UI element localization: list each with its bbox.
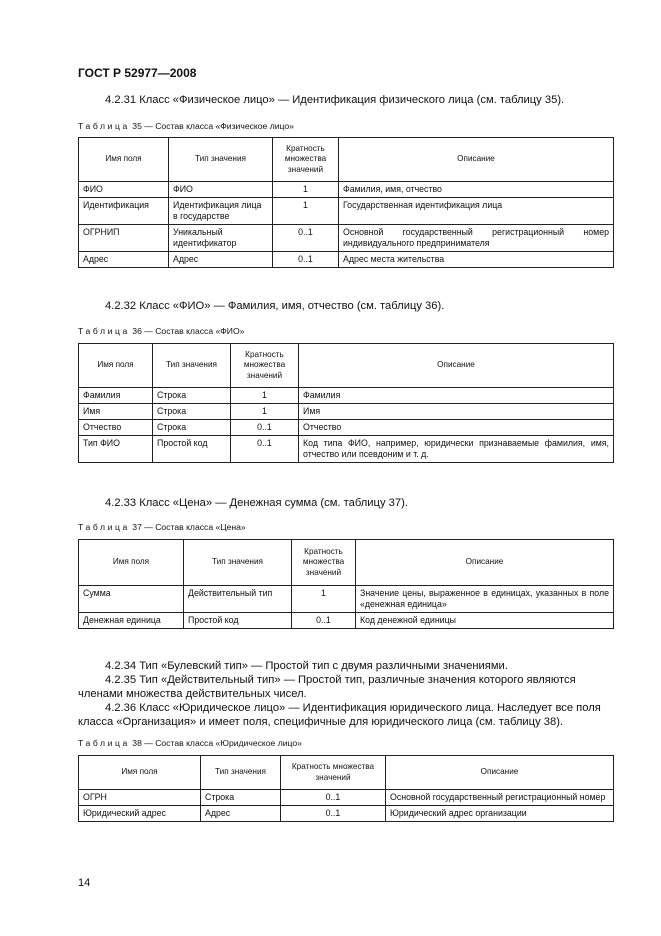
table-37 (78, 539, 614, 629)
clause-4-2-36: 4.2.36 Класс «Юридическое лицо» — Идентификация юридического лица. Наследует все поля класса «Организация» и имеет поля, специфичные для юридического лица (см. таблицу 38). (78, 702, 601, 728)
clauses-4-2-34-to-36 (78, 659, 614, 729)
caption-text: 35 — Состав класса «Физическое лицо» (132, 121, 294, 131)
table-row: Денежная единица Простой код 0..1 Код денежной единицы (79, 613, 614, 629)
caption-word: Таблица (78, 522, 130, 532)
table-row: Имя Строка 1 Имя (79, 404, 614, 420)
table-35 (78, 137, 614, 268)
header-multiplicity: Кратность множества значений (273, 138, 339, 182)
caption-word: Таблица (78, 738, 130, 748)
caption-text: 37 — Состав класса «Цена» (132, 522, 246, 532)
header-name: Имя поля (79, 138, 169, 182)
table-38 (78, 755, 614, 822)
header-multiplicity: Кратность множества значений (292, 540, 356, 586)
header-name: Имя поля (79, 540, 184, 586)
clause-4-2-34: 4.2.34 Тип «Булевский тип» — Простой тип с двумя различными значениями. (105, 660, 508, 672)
table-36 (78, 343, 614, 463)
table-row: Фамилия Строка 1 Фамилия (79, 388, 614, 404)
table-38-caption (78, 738, 302, 748)
page-number: 14 (78, 877, 91, 889)
document-code: ГОСТ Р 52977—2008 (78, 66, 197, 80)
caption-text: 36 — Состав класса «ФИО» (132, 326, 245, 336)
clause-4-2-32: 4.2.32 Класс «ФИО» — Фамилия, имя, отчество (см. таблицу 36). (105, 300, 445, 312)
clause-4-2-33: 4.2.33 Класс «Цена» — Денежная сумма (см. таблицу 37). (105, 497, 408, 509)
table-35-caption (78, 121, 294, 131)
header-description: Описание (386, 756, 614, 790)
header-name: Имя поля (79, 344, 153, 388)
table-row: Сумма Действительный тип 1 Значение цены, выраженное в единицах, указанных в поле «денежная единица» (79, 586, 614, 613)
table-row: Отчество Строка 0..1 Отчество (79, 420, 614, 436)
header-name: Имя поля (79, 756, 201, 790)
header-description: Описание (356, 540, 614, 586)
table-37-caption (78, 522, 246, 532)
header-type: Тип значения (201, 756, 281, 790)
header-type: Тип значения (153, 344, 231, 388)
table-row: ФИО ФИО 1 Фамилия, имя, отчество (79, 182, 614, 198)
table-row: ОГРНИП Уникальный идентификатор 0..1 Основной государственный регистрационный номер индивидуального предпринимателя (79, 225, 614, 252)
table-row: ОГРН Строка 0..1 Основной государственный регистрационный номер (79, 790, 614, 806)
table-row: Юридический адрес Адрес 0..1 Юридический адрес организации (79, 806, 614, 822)
header-multiplicity: Кратность множества значений (281, 756, 386, 790)
clause-4-2-31: 4.2.31 Класс «Физическое лицо» — Идентификация физического лица (см. таблицу 35). (105, 94, 565, 106)
table-row: Тип ФИО Простой код 0..1 Код типа ФИО, например, юридически признаваемые фамилия, имя, отчество или псевдоним и т. д. (79, 436, 614, 463)
table-36-caption (78, 326, 244, 336)
header-multiplicity: Кратность множества значений (231, 344, 299, 388)
header-type: Тип значения (169, 138, 273, 182)
header-description: Описание (299, 344, 614, 388)
caption-text: 38 — Состав класса «Юридическое лицо» (132, 738, 302, 748)
caption-word: Таблица (78, 326, 130, 336)
table-row: Идентификация Идентификация лица в государстве 1 Государственная идентификация лица (79, 198, 614, 225)
clause-4-2-35: 4.2.35 Тип «Действительный тип» — Простой тип, различные значения которого являются членами множества действительных чисел. (78, 674, 576, 700)
header-type: Тип значения (184, 540, 292, 586)
header-description: Описание (339, 138, 614, 182)
caption-word: Таблица (78, 121, 130, 131)
table-row: Адрес Адрес 0..1 Адрес места жительства (79, 252, 614, 268)
